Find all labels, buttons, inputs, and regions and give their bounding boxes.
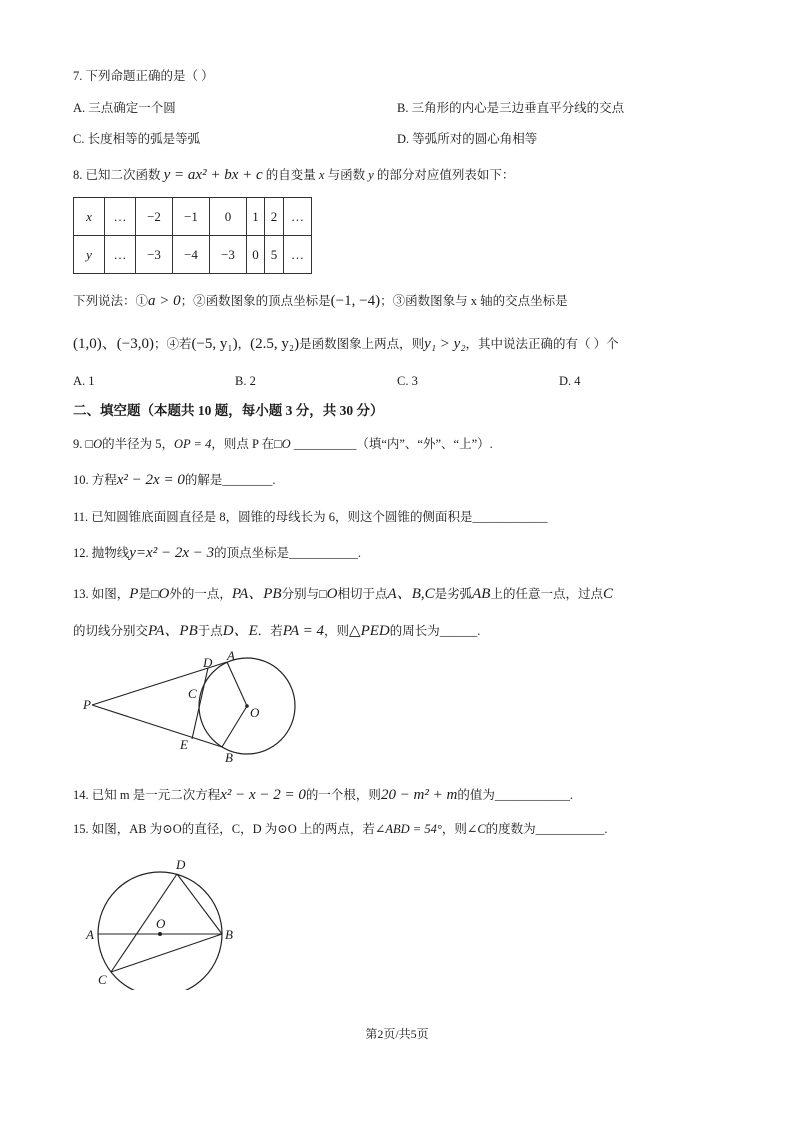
q9-circle-symbol: □ xyxy=(85,437,94,451)
q13-math: AB xyxy=(472,586,491,602)
chord-cd xyxy=(111,874,177,972)
q8-option-d: D. 4 xyxy=(559,374,581,388)
table-cell: −4 xyxy=(173,236,210,274)
q15-math: ∠C xyxy=(466,822,486,836)
q13-text: 是 xyxy=(138,587,151,601)
q12-text: 12. 抛物线 xyxy=(73,546,130,560)
q13-text: 13. 如图， xyxy=(73,587,130,601)
q15-figure xyxy=(80,850,250,990)
label-d: D xyxy=(203,655,213,670)
q13-figure xyxy=(75,645,305,770)
q13-math: O xyxy=(326,586,338,602)
table-row-y xyxy=(74,236,312,274)
table-cell: 5 xyxy=(265,236,284,274)
q8-line2-math: y₁ > y₂ xyxy=(424,336,466,352)
q8-line2-math: (−5, y₁) xyxy=(191,336,238,352)
table-cell: 0 xyxy=(210,198,247,236)
section-heading: 二、填空题（本题共 10 题，每小题 3 分，共 30 分） xyxy=(73,403,384,418)
q8-line2-text: 是函数图象上两点，则 xyxy=(299,337,425,351)
table-cell: … xyxy=(284,236,312,274)
q13-math: PA、PB xyxy=(148,623,198,639)
q8-stem-middle: 的自变量 xyxy=(265,168,316,182)
q13-text: 的切线分别交 xyxy=(73,624,149,638)
q13-text: 分别与 xyxy=(281,587,320,601)
q9 xyxy=(73,436,493,452)
q13-math: O xyxy=(158,586,170,602)
q8-line1-text: ；③函数图象与 x 轴的交点坐标是 xyxy=(380,294,568,308)
chord-bc xyxy=(111,934,222,972)
q9-math: O xyxy=(93,437,103,451)
tangent-de xyxy=(192,668,208,739)
q13-circle-symbol: □ xyxy=(150,587,159,601)
table-cell: −1 xyxy=(173,198,210,236)
table-header-y: y xyxy=(74,236,105,274)
q8-statements-line2 xyxy=(73,336,619,352)
q8-option-c: C. 3 xyxy=(397,374,418,388)
q13-math: PA = 4 xyxy=(282,623,325,639)
q15-text: 15. 如图，AB 为⊙O的直径，C，D 为⊙O 上的两点，若 xyxy=(73,822,375,836)
q13-math: P xyxy=(129,586,139,602)
q7-option-b: B. 三角形的内心是三边垂直平分线的交点 xyxy=(397,101,625,115)
q14-math: x² − x − 2 = 0 xyxy=(220,787,306,803)
q15 xyxy=(73,821,608,837)
radius-oa xyxy=(227,662,247,706)
q13-line1 xyxy=(73,586,613,602)
q8-line2-math: (1,0)、(−3,0) xyxy=(73,336,154,352)
q13-text: 是劣弧 xyxy=(434,587,473,601)
q15-text: ，则 xyxy=(441,822,467,836)
q7-option-d: D. 等弧所对的圆心角相等 xyxy=(397,132,538,146)
table-cell: … xyxy=(105,198,136,236)
q13-text: 于点 xyxy=(197,624,223,638)
q8-stem-suffix: 的部分对应值列表如下： xyxy=(376,168,515,182)
q13-text: 外的一点， xyxy=(169,587,232,601)
q10-math: x² − 2x = 0 xyxy=(116,472,185,488)
label-p: P xyxy=(83,697,91,712)
chord-bd xyxy=(177,874,222,934)
value-table xyxy=(73,197,312,274)
q8-stem-x: x xyxy=(318,168,325,182)
q15-text: 的度数为___________. xyxy=(485,822,608,836)
q7-option-a: A. 三点确定一个圆 xyxy=(73,101,176,115)
q14-text: 14. 已知 m 是一元二次方程 xyxy=(73,788,221,802)
q8-stem-y: y xyxy=(368,168,374,182)
q8-stem-prefix: 8. 已知二次函数 xyxy=(73,168,161,182)
q13-text: 的周长为______. xyxy=(389,624,481,638)
q13-text: ．若 xyxy=(257,624,283,638)
q8-line2-math: (2.5, y₂) xyxy=(250,336,300,352)
page-footer: 第2页/共5页 xyxy=(365,1027,429,1041)
q8-line2-text: ， xyxy=(237,337,251,351)
q8-option-a: A. 1 xyxy=(73,374,95,388)
q9-blank: __________ xyxy=(293,437,357,451)
table-cell: −3 xyxy=(210,236,247,274)
tangent-pb xyxy=(92,705,222,747)
table-cell: 1 xyxy=(247,198,265,236)
center-point xyxy=(245,704,249,708)
q13-text: ，则 xyxy=(324,624,350,638)
label-o: O xyxy=(250,705,260,720)
label-d: D xyxy=(176,857,186,872)
label-a: A xyxy=(227,648,235,663)
q13-math: △PED xyxy=(349,623,390,639)
label-a: A xyxy=(86,927,94,942)
center-point xyxy=(158,932,162,936)
label-c: C xyxy=(98,972,107,987)
q14-text: 的值为____________. xyxy=(457,788,573,802)
q13-text: 上的任意一点，过点 xyxy=(490,587,603,601)
table-cell: … xyxy=(105,236,136,274)
q9-text: （填“内”、“外”、“上”）. xyxy=(356,437,493,451)
table-cell: −2 xyxy=(136,198,173,236)
q7-option-c: C. 长度相等的弧是等弧 xyxy=(73,132,201,146)
q8-line2-text: ；④若 xyxy=(153,337,192,351)
q13-math: A、B,C xyxy=(387,586,435,602)
q8-line1-text: 下列说法：① xyxy=(73,294,149,308)
table-cell: 0 xyxy=(247,236,265,274)
q13-math: D、E xyxy=(222,623,258,639)
q9-text: 9. xyxy=(73,437,86,451)
table-cell: … xyxy=(284,198,312,236)
q9-math: O xyxy=(281,437,291,451)
q9-text: 的半径为 5， xyxy=(102,437,174,451)
q8-line1-math: a > 0 xyxy=(148,293,181,309)
q8-line2-text: ，其中说法正确的有（ ）个 xyxy=(465,337,619,351)
label-e: E xyxy=(180,737,188,752)
q8-stem-mid2: 与函数 xyxy=(327,168,366,182)
q13-circle-symbol: □ xyxy=(319,587,327,601)
q13-text: 相切于点 xyxy=(337,587,388,601)
q8-stem-formula: y = ax² + bx + c xyxy=(163,167,263,183)
q10-text: 的解是________. xyxy=(184,473,276,487)
table-cell: 2 xyxy=(265,198,284,236)
table-row-x xyxy=(74,198,312,236)
q8-line1-math: (−1, −4) xyxy=(330,293,381,309)
q9-circle-symbol: □ xyxy=(274,437,282,451)
q8-line1-text: ；②函数图象的顶点坐标是 xyxy=(180,294,331,308)
q13-math: C xyxy=(602,586,613,602)
table-cell: −3 xyxy=(136,236,173,274)
q11: 11. 已知圆锥底面圆直径是 8，圆锥的母线长为 6，则这个圆锥的侧面积是____________ xyxy=(73,510,548,524)
q10 xyxy=(73,472,275,488)
label-o: O xyxy=(156,916,166,931)
q12-math: y=x² − 2x − 3 xyxy=(129,545,215,561)
q12-text: 的顶点坐标是___________. xyxy=(214,546,361,560)
q10-text: 10. 方程 xyxy=(73,473,117,487)
q14 xyxy=(73,787,573,803)
label-b: B xyxy=(225,927,233,942)
q14-math: 20 − m² + m xyxy=(380,787,458,803)
q9-text: ，则点 P 在 xyxy=(211,437,275,451)
circle-o xyxy=(98,872,222,990)
radius-ob xyxy=(222,706,247,747)
q7-stem: 7. 下列命题正确的是（ ） xyxy=(73,69,214,83)
q13-line2 xyxy=(73,623,480,639)
label-c: C xyxy=(188,686,197,701)
q9-math: OP = 4 xyxy=(173,437,212,451)
q13-math: PA、PB xyxy=(231,586,282,602)
q8-statements-line1 xyxy=(73,293,568,309)
label-b: B xyxy=(225,750,233,765)
q15-math: ∠ABD = 54° xyxy=(374,822,442,836)
q14-text: 的一个根，则 xyxy=(305,788,381,802)
q12 xyxy=(73,545,361,561)
q8-stem xyxy=(73,167,514,183)
q8-option-b: B. 2 xyxy=(235,374,256,388)
table-header-x: x xyxy=(74,198,105,236)
